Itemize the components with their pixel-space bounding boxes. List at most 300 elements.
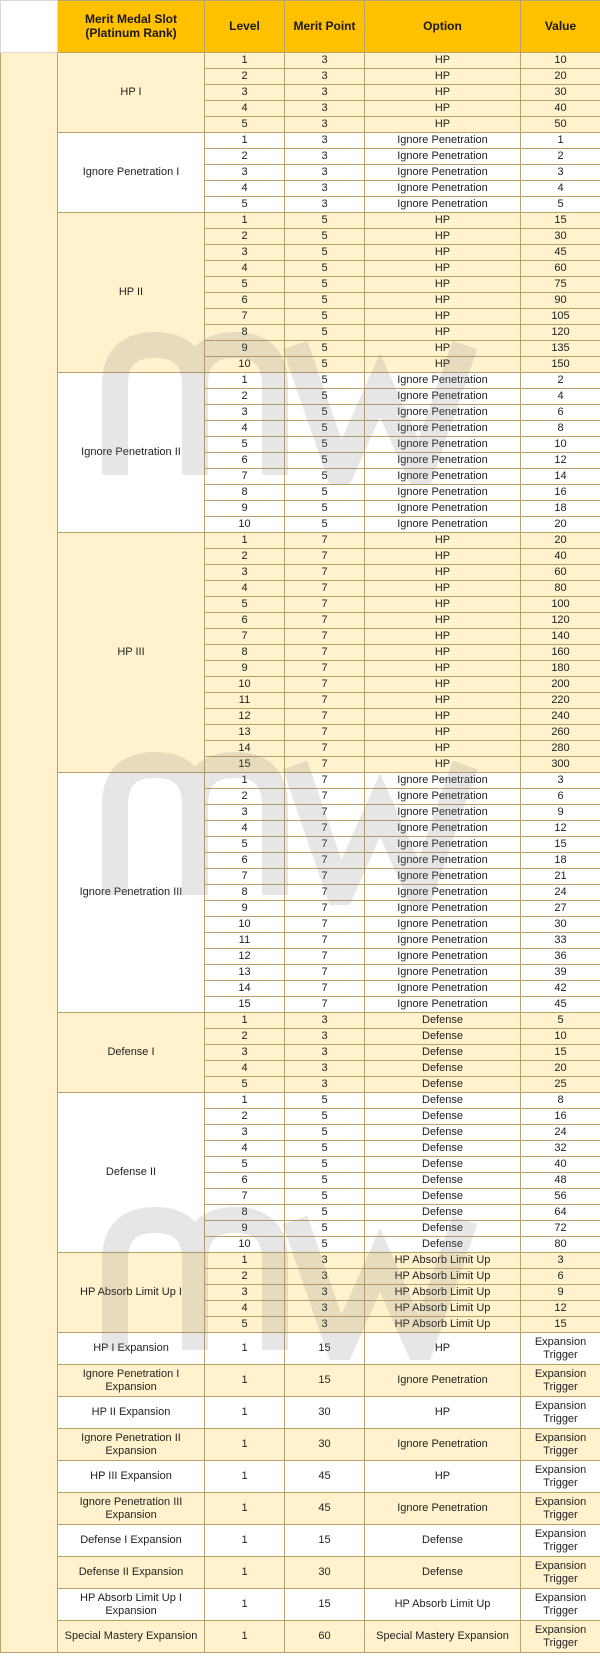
option-cell: Ignore Penetration	[365, 405, 521, 421]
option-cell: Defense	[365, 1013, 521, 1029]
merit-slot-name: HP III	[58, 533, 205, 773]
merit-slot-name: HP I Expansion	[58, 1333, 205, 1365]
level-cell: 3	[205, 805, 285, 821]
table-row	[1, 133, 600, 149]
merit-point-cell: 3	[285, 1285, 365, 1301]
option-cell: Defense	[365, 1525, 521, 1557]
level-cell: 13	[205, 725, 285, 741]
value-cell: 40	[521, 1157, 600, 1173]
option-cell: Ignore Penetration	[365, 373, 521, 389]
table-header-row	[1, 1, 600, 53]
level-cell: 1	[205, 533, 285, 549]
option-cell: Ignore Penetration	[365, 901, 521, 917]
value-cell: 39	[521, 965, 600, 981]
value-cell: 14	[521, 469, 600, 485]
level-cell: 1	[205, 213, 285, 229]
option-cell: Defense	[365, 1557, 521, 1589]
merit-point-cell: 15	[285, 1525, 365, 1557]
value-cell: 18	[521, 853, 600, 869]
value-cell: 300	[521, 757, 600, 773]
value-cell: 3	[521, 773, 600, 789]
merit-slot-name: HP III Expansion	[58, 1461, 205, 1493]
level-cell: 1	[205, 1493, 285, 1525]
merit-point-cell: 5	[285, 1109, 365, 1125]
level-cell: 5	[205, 1077, 285, 1093]
level-cell: 12	[205, 949, 285, 965]
level-cell: 6	[205, 453, 285, 469]
merit-point-cell: 5	[285, 293, 365, 309]
table-row	[1, 1557, 600, 1589]
header-option: Option	[365, 1, 521, 53]
value-cell: 1	[521, 133, 600, 149]
level-cell: 8	[205, 645, 285, 661]
merit-slot-name: Ignore Penetration III Expansion	[58, 1493, 205, 1525]
merit-point-cell: 3	[285, 133, 365, 149]
merit-point-cell: 3	[285, 1029, 365, 1045]
level-cell: 6	[205, 853, 285, 869]
merit-point-cell: 5	[285, 405, 365, 421]
merit-point-cell: 5	[285, 453, 365, 469]
merit-slot-name: Defense II Expansion	[58, 1557, 205, 1589]
level-cell: 5	[205, 437, 285, 453]
level-cell: 5	[205, 1317, 285, 1333]
level-cell: 4	[205, 181, 285, 197]
value-cell: 120	[521, 613, 600, 629]
table-row	[1, 373, 600, 389]
merit-point-cell: 7	[285, 981, 365, 997]
merit-point-cell: 30	[285, 1397, 365, 1429]
merit-slot-name: Ignore Penetration II	[58, 373, 205, 533]
level-cell: 3	[205, 245, 285, 261]
option-cell: Defense	[365, 1093, 521, 1109]
option-cell: HP	[365, 213, 521, 229]
merit-point-cell: 15	[285, 1589, 365, 1621]
value-cell: Expansion Trigger	[521, 1461, 600, 1493]
merit-point-cell: 3	[285, 85, 365, 101]
level-cell: 1	[205, 133, 285, 149]
option-cell: HP	[365, 245, 521, 261]
value-cell: 135	[521, 341, 600, 357]
option-cell: Ignore Penetration	[365, 821, 521, 837]
level-cell: 4	[205, 101, 285, 117]
level-cell: 5	[205, 277, 285, 293]
level-cell: 15	[205, 997, 285, 1013]
option-cell: Ignore Penetration	[365, 453, 521, 469]
merit-point-cell: 5	[285, 309, 365, 325]
level-cell: 1	[205, 1621, 285, 1653]
value-cell: 10	[521, 1029, 600, 1045]
table-row	[1, 1493, 600, 1525]
level-cell: 3	[205, 1045, 285, 1061]
value-cell: 16	[521, 485, 600, 501]
option-cell: HP	[365, 645, 521, 661]
option-cell: HP	[365, 1461, 521, 1493]
merit-slot-name: Ignore Penetration I Expansion	[58, 1365, 205, 1397]
value-cell: 105	[521, 309, 600, 325]
value-cell: 15	[521, 1045, 600, 1061]
option-cell: Defense	[365, 1173, 521, 1189]
merit-point-cell: 3	[285, 181, 365, 197]
level-cell: 13	[205, 965, 285, 981]
value-cell: 21	[521, 869, 600, 885]
merit-slot-name: Ignore Penetration II Expansion	[58, 1429, 205, 1461]
table-row	[1, 533, 600, 549]
option-cell: Ignore Penetration	[365, 197, 521, 213]
value-cell: 220	[521, 693, 600, 709]
level-cell: 2	[205, 149, 285, 165]
level-cell: 8	[205, 885, 285, 901]
table-row	[1, 1429, 600, 1461]
level-cell: 10	[205, 357, 285, 373]
level-cell: 2	[205, 69, 285, 85]
value-cell: 180	[521, 661, 600, 677]
level-cell: 4	[205, 1141, 285, 1157]
level-cell: 7	[205, 469, 285, 485]
merit-point-cell: 5	[285, 517, 365, 533]
merit-point-cell: 7	[285, 549, 365, 565]
option-cell: Defense	[365, 1141, 521, 1157]
merit-slot-name: HP I	[58, 53, 205, 133]
value-cell: 18	[521, 501, 600, 517]
option-cell: HP	[365, 101, 521, 117]
option-cell: HP	[365, 725, 521, 741]
value-cell: 42	[521, 981, 600, 997]
option-cell: HP	[365, 757, 521, 773]
level-cell: 3	[205, 165, 285, 181]
table-row	[1, 213, 600, 229]
merit-point-cell: 5	[285, 421, 365, 437]
level-cell: 6	[205, 613, 285, 629]
option-cell: Ignore Penetration	[365, 965, 521, 981]
merit-point-cell: 7	[285, 837, 365, 853]
merit-point-cell: 7	[285, 725, 365, 741]
option-cell: HP Absorb Limit Up	[365, 1301, 521, 1317]
merit-slot-name: Ignore Penetration I	[58, 133, 205, 213]
option-cell: Defense	[365, 1189, 521, 1205]
merit-point-cell: 5	[285, 1221, 365, 1237]
value-cell: 240	[521, 709, 600, 725]
option-cell: Ignore Penetration	[365, 949, 521, 965]
option-cell: HP	[365, 629, 521, 645]
value-cell: 72	[521, 1221, 600, 1237]
merit-point-cell: 5	[285, 1141, 365, 1157]
merit-point-cell: 5	[285, 1189, 365, 1205]
value-cell: 56	[521, 1189, 600, 1205]
merit-point-cell: 7	[285, 789, 365, 805]
merit-point-cell: 3	[285, 149, 365, 165]
merit-point-cell: 7	[285, 565, 365, 581]
merit-slot-name: HP Absorb Limit Up I	[58, 1253, 205, 1333]
option-cell: Defense	[365, 1061, 521, 1077]
merit-point-cell: 3	[285, 1045, 365, 1061]
merit-point-cell: 7	[285, 709, 365, 725]
level-cell: 7	[205, 309, 285, 325]
level-cell: 3	[205, 405, 285, 421]
level-cell: 9	[205, 341, 285, 357]
level-cell: 5	[205, 117, 285, 133]
level-cell: 4	[205, 581, 285, 597]
merit-point-cell: 5	[285, 501, 365, 517]
option-cell: HP	[365, 229, 521, 245]
value-cell: 260	[521, 725, 600, 741]
option-cell: HP	[365, 261, 521, 277]
value-cell: 9	[521, 805, 600, 821]
merit-point-cell: 7	[285, 613, 365, 629]
value-cell: 8	[521, 421, 600, 437]
value-cell: 6	[521, 1269, 600, 1285]
level-cell: 4	[205, 1301, 285, 1317]
option-cell: Defense	[365, 1045, 521, 1061]
table-row	[1, 1525, 600, 1557]
value-cell: 33	[521, 933, 600, 949]
level-cell: 1	[205, 1333, 285, 1365]
value-cell: 25	[521, 1077, 600, 1093]
value-cell: 32	[521, 1141, 600, 1157]
option-cell: Ignore Penetration	[365, 469, 521, 485]
table-row	[1, 1397, 600, 1429]
merit-point-cell: 30	[285, 1429, 365, 1461]
value-cell: Expansion Trigger	[521, 1557, 600, 1589]
option-cell: Defense	[365, 1157, 521, 1173]
value-cell: 10	[521, 53, 600, 69]
option-cell: HP	[365, 69, 521, 85]
header-value: Value	[521, 1, 600, 53]
merit-point-cell: 3	[285, 1301, 365, 1317]
value-cell: 8	[521, 1093, 600, 1109]
value-cell: 150	[521, 357, 600, 373]
value-cell: Expansion Trigger	[521, 1397, 600, 1429]
merit-point-cell: 15	[285, 1365, 365, 1397]
value-cell: 60	[521, 565, 600, 581]
merit-point-cell: 3	[285, 69, 365, 85]
level-cell: 2	[205, 1109, 285, 1125]
level-cell: 9	[205, 661, 285, 677]
value-cell: 160	[521, 645, 600, 661]
level-cell: 1	[205, 1557, 285, 1589]
option-cell: Ignore Penetration	[365, 933, 521, 949]
value-cell: 12	[521, 453, 600, 469]
value-cell: 20	[521, 1061, 600, 1077]
option-cell: HP Absorb Limit Up	[365, 1285, 521, 1301]
table-row	[1, 1013, 600, 1029]
merit-point-cell: 5	[285, 1093, 365, 1109]
level-cell: 1	[205, 1461, 285, 1493]
level-cell: 5	[205, 1157, 285, 1173]
merit-slot-name: Defense I	[58, 1013, 205, 1093]
merit-point-cell: 7	[285, 933, 365, 949]
level-cell: 1	[205, 1525, 285, 1557]
option-cell: Ignore Penetration	[365, 837, 521, 853]
option-cell: HP	[365, 597, 521, 613]
table-row	[1, 773, 600, 789]
merit-slot-name: HP II	[58, 213, 205, 373]
merit-point-cell: 3	[285, 117, 365, 133]
level-cell: 8	[205, 1205, 285, 1221]
value-cell: 5	[521, 197, 600, 213]
level-cell: 12	[205, 709, 285, 725]
merit-slot-name: HP II Expansion	[58, 1397, 205, 1429]
option-cell: Ignore Penetration	[365, 485, 521, 501]
merit-point-cell: 7	[285, 677, 365, 693]
option-cell: Defense	[365, 1029, 521, 1045]
merit-point-cell: 7	[285, 597, 365, 613]
merit-slot-name: Special Mastery Expansion	[58, 1621, 205, 1653]
level-cell: 14	[205, 981, 285, 997]
merit-point-cell: 45	[285, 1493, 365, 1525]
category-side-label	[1, 53, 58, 1653]
merit-point-cell: 3	[285, 1013, 365, 1029]
value-cell: 140	[521, 629, 600, 645]
option-cell: Ignore Penetration	[365, 869, 521, 885]
merit-point-cell: 5	[285, 469, 365, 485]
value-cell: 75	[521, 277, 600, 293]
header-merit-medal-slot: Merit Medal Slot (Platinum Rank)	[58, 1, 205, 53]
value-cell: 15	[521, 213, 600, 229]
option-cell: HP Absorb Limit Up	[365, 1317, 521, 1333]
option-cell: HP	[365, 533, 521, 549]
value-cell: 280	[521, 741, 600, 757]
value-cell: 3	[521, 1253, 600, 1269]
value-cell: 16	[521, 1109, 600, 1125]
level-cell: 6	[205, 1173, 285, 1189]
value-cell: 120	[521, 325, 600, 341]
level-cell: 8	[205, 485, 285, 501]
value-cell: 20	[521, 517, 600, 533]
merit-point-cell: 5	[285, 277, 365, 293]
value-cell: 200	[521, 677, 600, 693]
value-cell: 20	[521, 533, 600, 549]
option-cell: HP	[365, 741, 521, 757]
value-cell: 27	[521, 901, 600, 917]
level-cell: 9	[205, 1221, 285, 1237]
value-cell: Expansion Trigger	[521, 1493, 600, 1525]
option-cell: Ignore Penetration	[365, 165, 521, 181]
level-cell: 2	[205, 389, 285, 405]
merit-point-cell: 5	[285, 373, 365, 389]
merit-point-cell: 7	[285, 853, 365, 869]
value-cell: 3	[521, 165, 600, 181]
option-cell: HP	[365, 1397, 521, 1429]
value-cell: 4	[521, 389, 600, 405]
level-cell: 2	[205, 789, 285, 805]
level-cell: 4	[205, 261, 285, 277]
value-cell: Expansion Trigger	[521, 1333, 600, 1365]
option-cell: HP	[365, 549, 521, 565]
value-cell: 30	[521, 85, 600, 101]
option-cell: Ignore Penetration	[365, 517, 521, 533]
merit-point-cell: 7	[285, 581, 365, 597]
value-cell: 24	[521, 885, 600, 901]
table-row	[1, 1333, 600, 1365]
value-cell: 90	[521, 293, 600, 309]
table-body	[1, 53, 600, 1653]
level-cell: 10	[205, 1237, 285, 1253]
option-cell: HP	[365, 341, 521, 357]
level-cell: 7	[205, 629, 285, 645]
merit-point-cell: 3	[285, 53, 365, 69]
option-cell: HP	[365, 325, 521, 341]
merit-point-cell: 7	[285, 821, 365, 837]
level-cell: 1	[205, 1093, 285, 1109]
option-cell: Defense	[365, 1109, 521, 1125]
option-cell: Ignore Penetration	[365, 133, 521, 149]
merit-slot-name: Ignore Penetration III	[58, 773, 205, 1013]
value-cell: 80	[521, 581, 600, 597]
merit-point-cell: 7	[285, 805, 365, 821]
merit-point-cell: 5	[285, 1237, 365, 1253]
merit-point-cell: 3	[285, 197, 365, 213]
level-cell: 5	[205, 837, 285, 853]
level-cell: 10	[205, 517, 285, 533]
option-cell: Ignore Penetration	[365, 181, 521, 197]
level-cell: 1	[205, 373, 285, 389]
level-cell: 6	[205, 293, 285, 309]
merit-point-cell: 5	[285, 213, 365, 229]
level-cell: 5	[205, 597, 285, 613]
value-cell: 24	[521, 1125, 600, 1141]
level-cell: 4	[205, 421, 285, 437]
merit-point-cell: 15	[285, 1333, 365, 1365]
header-merit-point: Merit Point	[285, 1, 365, 53]
value-cell: 48	[521, 1173, 600, 1189]
value-cell: 64	[521, 1205, 600, 1221]
level-cell: 10	[205, 677, 285, 693]
merit-point-cell: 7	[285, 773, 365, 789]
level-cell: 1	[205, 1253, 285, 1269]
merit-point-cell: 3	[285, 1061, 365, 1077]
option-cell: HP Absorb Limit Up	[365, 1253, 521, 1269]
value-cell: Expansion Trigger	[521, 1365, 600, 1397]
value-cell: Expansion Trigger	[521, 1621, 600, 1653]
level-cell: 3	[205, 565, 285, 581]
level-cell: 4	[205, 1061, 285, 1077]
merit-point-cell: 7	[285, 693, 365, 709]
merit-point-cell: 7	[285, 997, 365, 1013]
merit-point-cell: 5	[285, 1125, 365, 1141]
option-cell: HP Absorb Limit Up	[365, 1269, 521, 1285]
option-cell: Defense	[365, 1077, 521, 1093]
option-cell: Ignore Penetration	[365, 501, 521, 517]
merit-point-cell: 7	[285, 757, 365, 773]
option-cell: HP	[365, 565, 521, 581]
merit-point-cell: 7	[285, 917, 365, 933]
merit-point-cell: 7	[285, 965, 365, 981]
merit-point-cell: 7	[285, 741, 365, 757]
value-cell: 2	[521, 149, 600, 165]
option-cell: HP	[365, 613, 521, 629]
level-cell: 1	[205, 53, 285, 69]
merit-point-cell: 7	[285, 629, 365, 645]
merit-point-cell: 7	[285, 661, 365, 677]
option-cell: HP Absorb Limit Up	[365, 1589, 521, 1621]
level-cell: 1	[205, 1589, 285, 1621]
table-row	[1, 1589, 600, 1621]
merit-point-cell: 3	[285, 1317, 365, 1333]
level-cell: 7	[205, 1189, 285, 1205]
level-cell: 1	[205, 773, 285, 789]
option-cell: Ignore Penetration	[365, 917, 521, 933]
option-cell: HP	[365, 693, 521, 709]
level-cell: 3	[205, 1285, 285, 1301]
option-cell: Ignore Penetration	[365, 437, 521, 453]
value-cell: 6	[521, 789, 600, 805]
table-row	[1, 1093, 600, 1109]
table-row	[1, 1253, 600, 1269]
option-cell: HP	[365, 1333, 521, 1365]
merit-point-cell: 7	[285, 949, 365, 965]
merit-point-cell: 5	[285, 245, 365, 261]
merit-point-cell: 5	[285, 389, 365, 405]
